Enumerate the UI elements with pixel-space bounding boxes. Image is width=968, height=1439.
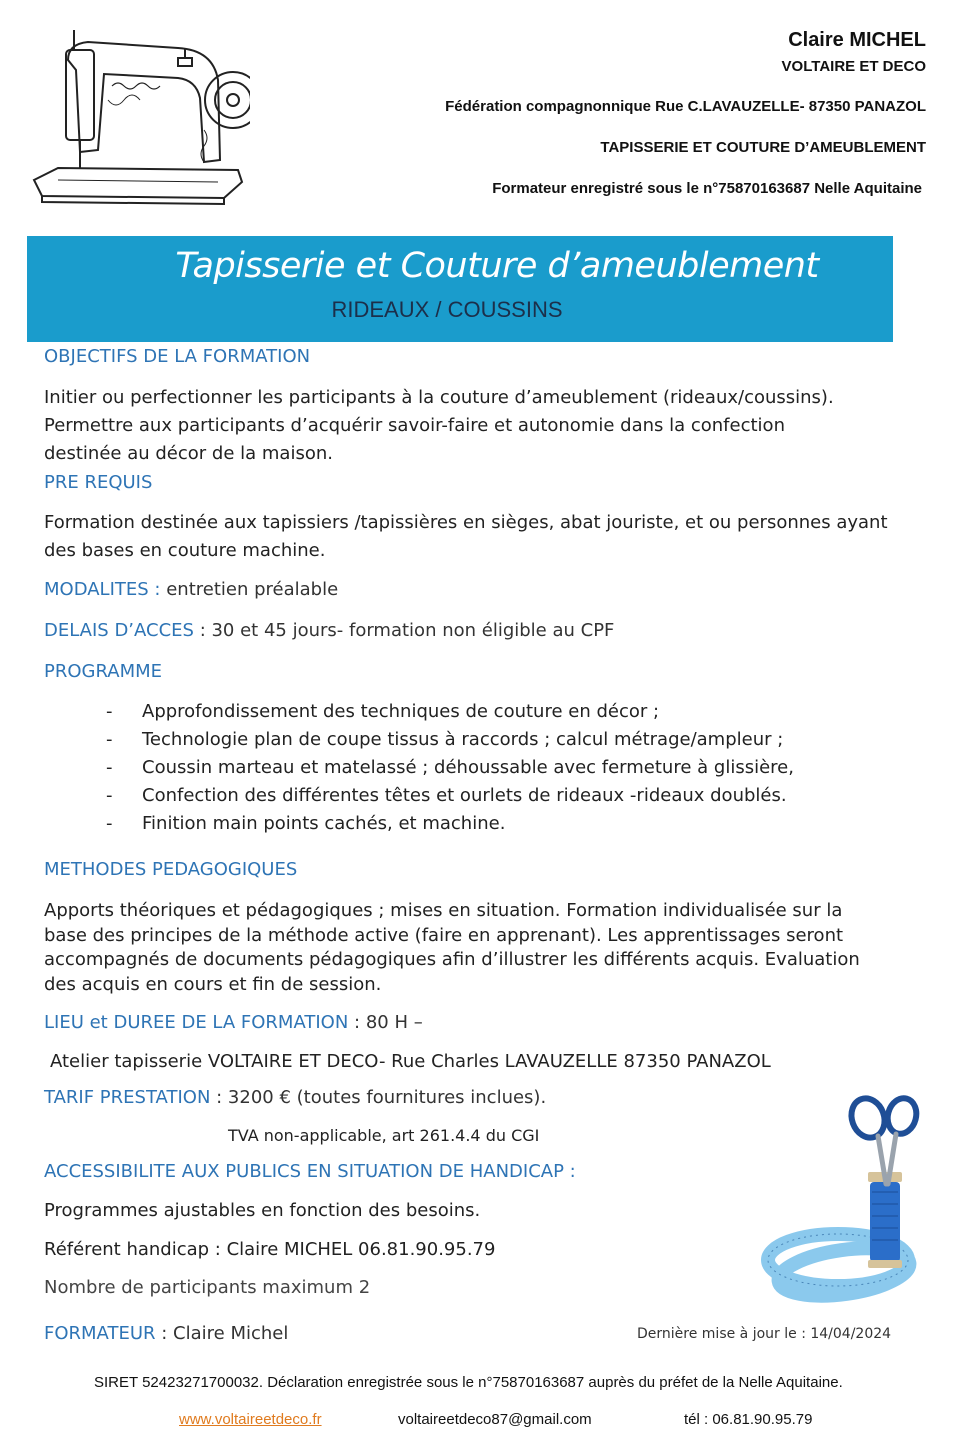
delais-value: : 30 et 45 jours- formation non éligible au CPF (193, 620, 615, 641)
title-banner (27, 236, 893, 342)
banner-title: Tapisserie et Couture d’ameublement (175, 246, 819, 286)
objectifs-line: destinée au décor de la maison. (44, 443, 333, 464)
sewing-supplies-illustration (754, 1092, 920, 1312)
methodes-line: Apports théoriques et pédagogiques ; mises en situation. Formation individualisée sur la (44, 900, 843, 921)
methodes-line: des acquis en cours et fin de session. (44, 973, 382, 995)
bullet-dash: - (106, 701, 113, 722)
prerequis-text (44, 509, 888, 565)
email-address: voltaireetdeco87@gmail.com (398, 1411, 592, 1428)
website-link[interactable]: www.voltaireetdeco.fr (179, 1411, 322, 1428)
company-name: VOLTAIRE ET DECO (781, 58, 926, 75)
tarif-row (44, 1087, 546, 1108)
company-specialty: TAPISSERIE ET COUTURE D’AMEUBLEMENT (600, 139, 926, 156)
tarif-value: : 3200 € (toutes fournitures inclues). (210, 1087, 547, 1108)
prerequis-line: des bases en couture machine. (44, 540, 326, 561)
phone-number: tél : 06.81.90.95.79 (684, 1411, 813, 1428)
accessibilite-heading: ACCESSIBILITE AUX PUBLICS EN SITUATION DE HANDICAP : (44, 1161, 576, 1182)
list-item (106, 810, 794, 838)
company-address: Fédération compagnonnique Rue C.LAVAUZELLE- 87350 PANAZOL (445, 98, 926, 115)
modalites-row (44, 579, 338, 600)
delais-row (44, 620, 614, 641)
formateur-label: FORMATEUR (44, 1323, 156, 1344)
programme-list (106, 698, 794, 838)
list-item (106, 726, 794, 754)
prerequis-line: Formation destinée aux tapissiers /tapissières en sièges, abat jouriste, et ou personnes ayant (44, 512, 888, 533)
lieu-label: LIEU et DUREE DE LA FORMATION (44, 1012, 349, 1033)
trainer-registration: Formateur enregistré sous le n°75870163687 Nelle Aquitaine (492, 180, 922, 197)
author-name: Claire MICHEL (788, 29, 926, 51)
lieu-value: : 80 H – (348, 1012, 423, 1033)
bullet-dash: - (106, 813, 113, 834)
programme-heading: PROGRAMME (44, 661, 163, 682)
objectifs-line: Initier ou perfectionner les participants à la couture d’ameublement (rideaux/coussins). (44, 387, 834, 408)
list-item (106, 698, 794, 726)
modalites-value: entretien préalable (160, 579, 339, 600)
delais-label: DELAIS D’ACCES (44, 620, 194, 641)
list-item-text: Approfondissement des techniques de couture en décor ; (142, 701, 660, 722)
prerequis-heading: PRE REQUIS (44, 472, 153, 493)
methodes-line: accompagnés de documents pédagogiques afin d’illustrer les différents acquis. Evaluation (44, 949, 860, 970)
methodes-heading: METHODES PEDAGOGIQUES (44, 859, 298, 880)
accessibilite-line-3: Nombre de participants maximum 2 (44, 1277, 371, 1298)
list-item-text: Finition main points cachés, et machine. (142, 813, 506, 834)
last-update: Dernière mise à jour le : 14/04/2024 (637, 1326, 892, 1342)
siret-line: SIRET 52423271700032. Déclaration enregistrée sous le n°75870163687 auprès du préfet de la Nelle Aquitaine. (94, 1374, 843, 1391)
modalites-label: MODALITES : (44, 579, 161, 600)
formateur-row (44, 1323, 288, 1344)
methodes-line: base des principes de la méthode active (faire en apprenant). Les apprentissages seront (44, 924, 844, 946)
list-item-text: Confection des différentes têtes et ourlets de rideaux -rideaux doublés. (142, 785, 787, 806)
tarif-label: TARIF PRESTATION (44, 1087, 211, 1108)
lieu-address: Atelier tapisserie VOLTAIRE ET DECO- Rue Charles LAVAUZELLE 87350 PANAZOL (50, 1051, 771, 1072)
objectifs-heading: OBJECTIFS DE LA FORMATION (44, 346, 311, 367)
bullet-dash: - (106, 785, 113, 806)
list-item-text: Coussin marteau et matelassé ; déhoussable avec fermeture à glissière, (142, 757, 794, 778)
list-item (106, 782, 794, 810)
accessibilite-line-2: Référent handicap : Claire MICHEL 06.81.90.95.79 (44, 1239, 496, 1260)
list-item (106, 754, 794, 782)
lieu-row (44, 1012, 423, 1033)
banner-subtitle: RIDEAUX / COUSSINS (331, 297, 563, 322)
bullet-dash: - (106, 757, 113, 778)
list-item-text: Technologie plan de coupe tissus à raccords ; calcul métrage/ampleur ; (142, 729, 784, 750)
sewing-machine-illustration (28, 30, 250, 212)
tva-note: TVA non-applicable, art 261.4.4 du CGI (228, 1126, 540, 1145)
accessibilite-line-1: Programmes ajustables en fonction des besoins. (44, 1200, 481, 1221)
formateur-value: : Claire Michel (155, 1323, 289, 1344)
objectifs-text (44, 384, 834, 468)
objectifs-line: Permettre aux participants d’acquérir savoir-faire et autonomie dans la confection (44, 415, 785, 436)
bullet-dash: - (106, 729, 113, 750)
methodes-text (44, 899, 860, 997)
